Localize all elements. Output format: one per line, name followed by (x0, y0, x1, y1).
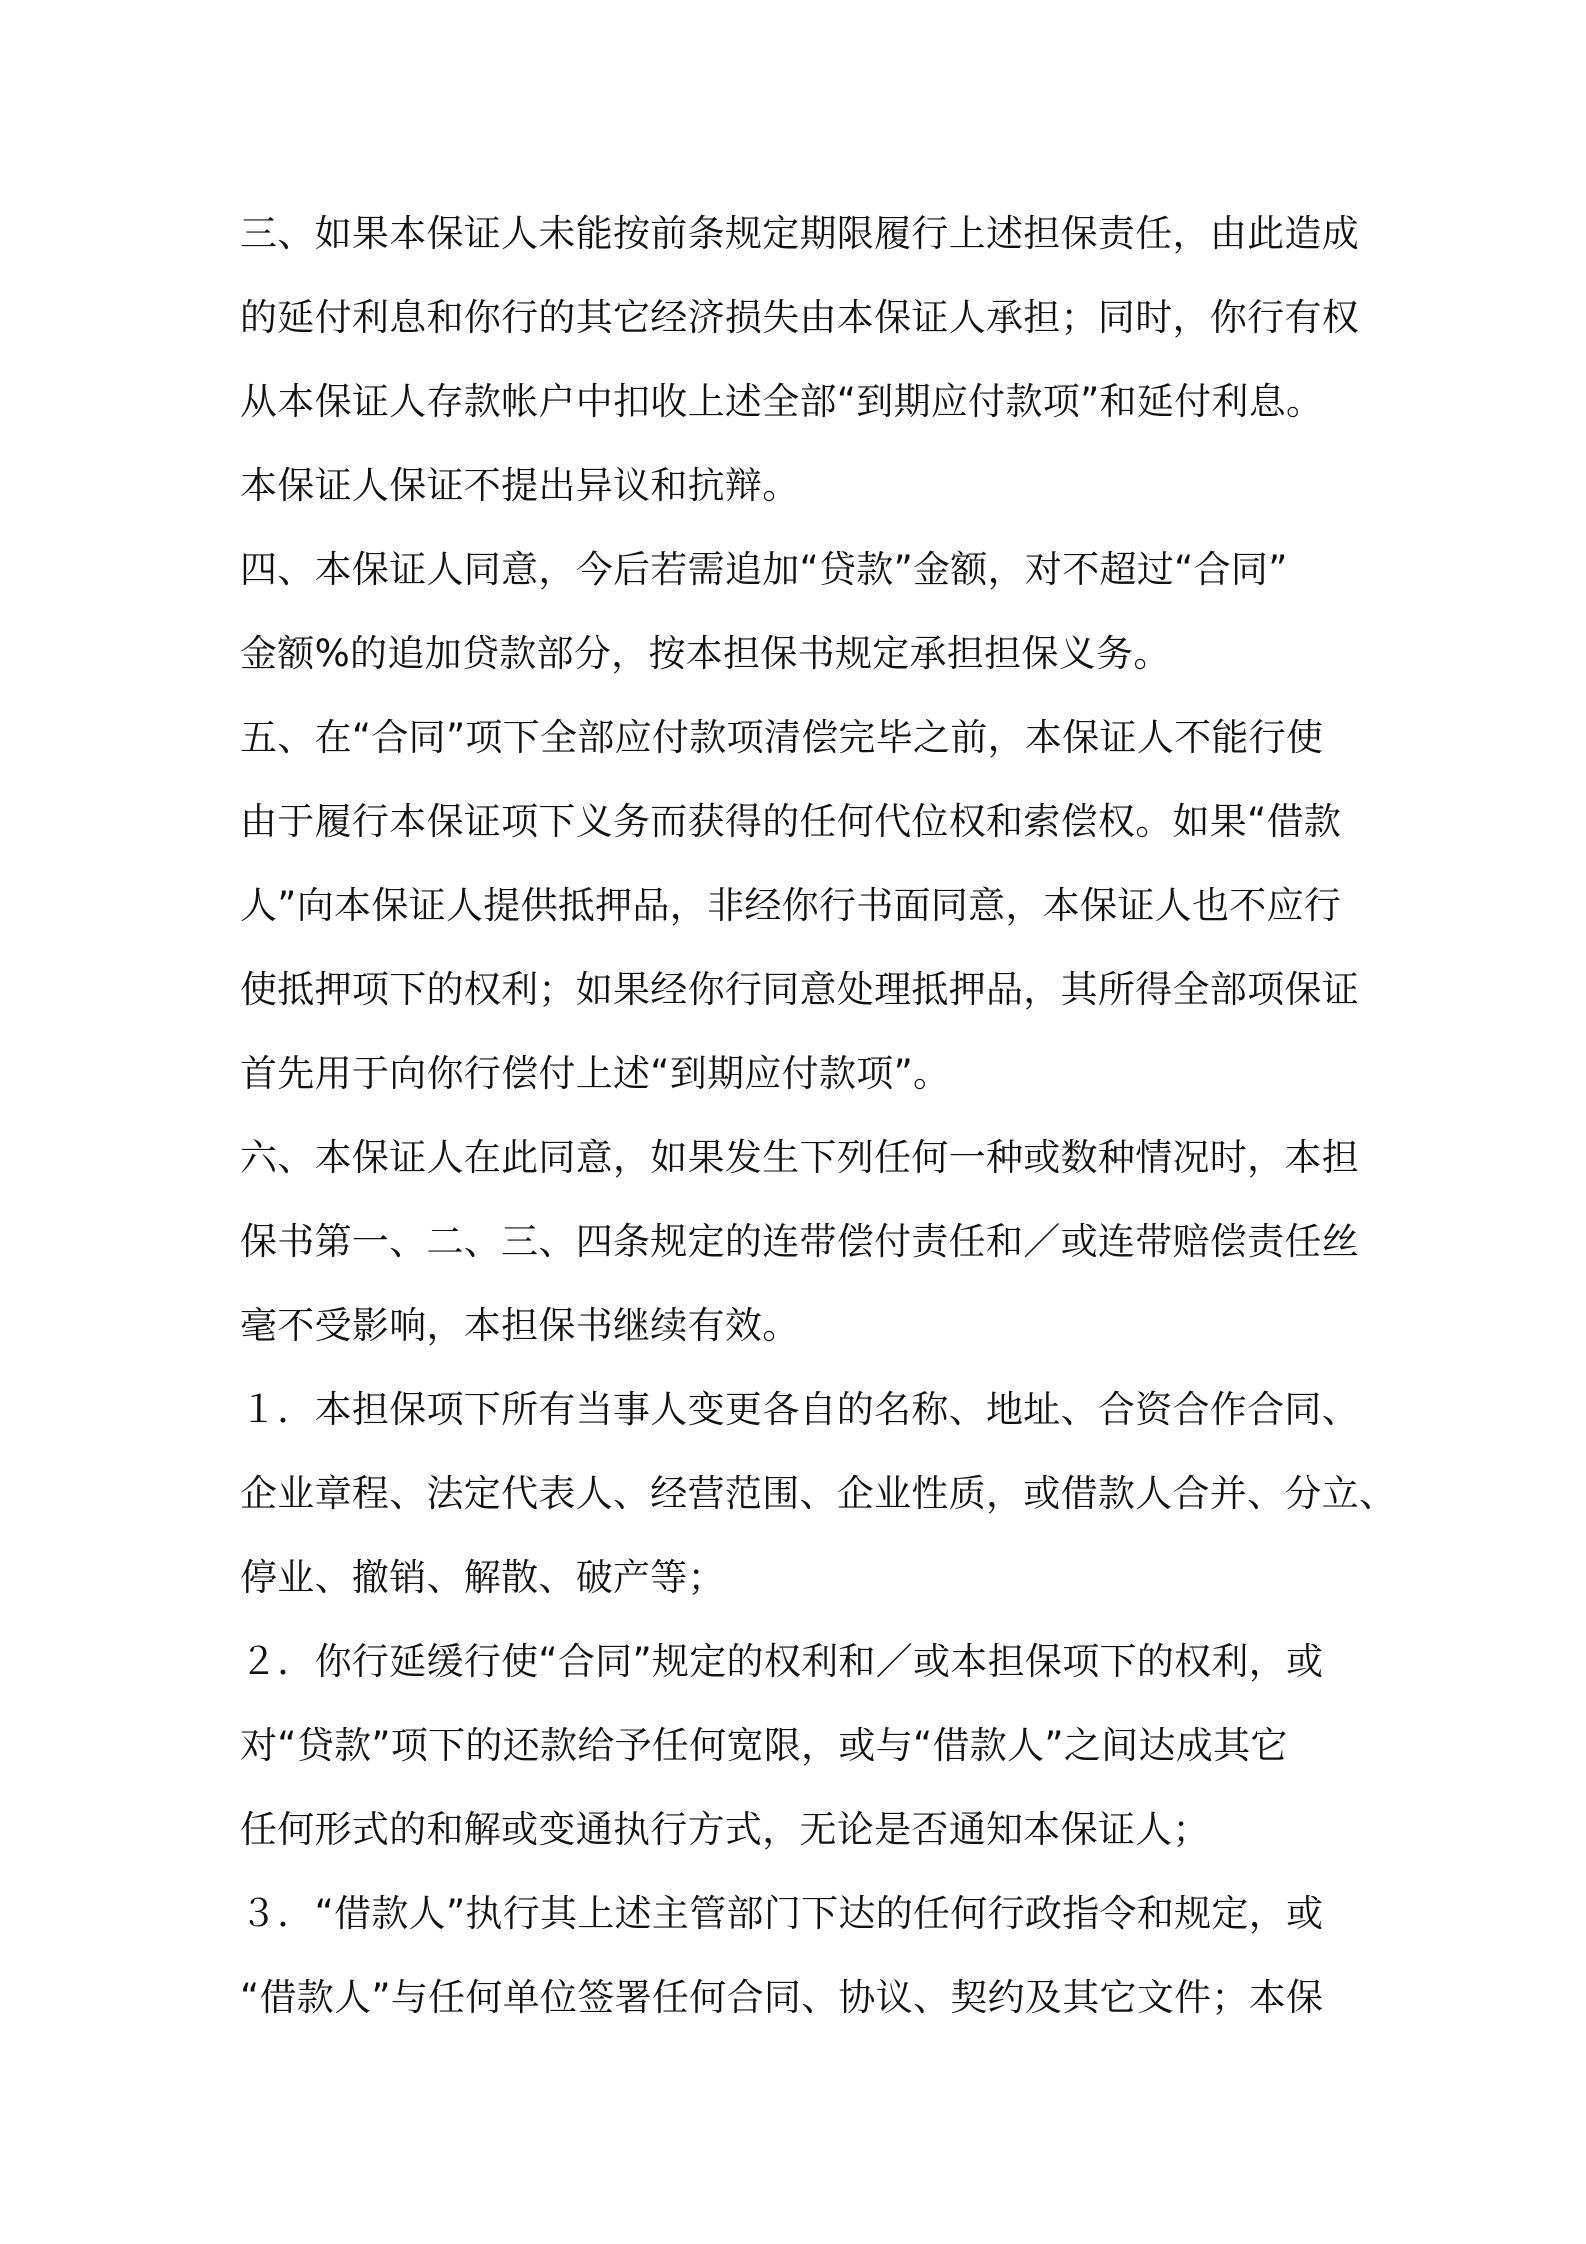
text-line: 保书第一、二、三、四条规定的连带偿付责任和／或连带赔偿责任丝 (240, 1220, 1359, 1263)
text-line: 五、在“合同”项下全部应付款项清偿完毕之前，本保证人不能行使 (240, 716, 1324, 759)
text-line: 毫不受影响，本担保书继续有效。 (240, 1304, 800, 1347)
document-body (240, 192, 1397, 2040)
text-line: 企业章程、法定代表人、经营范围、企业性质，或借款人合并、分立、 (240, 1472, 1397, 1515)
text-line: １．本担保项下所有当事人变更各自的名称、地址、合资合作合同、 (240, 1388, 1359, 1431)
text-line: 金额%的追加贷款部分，按本担保书规定承担担保义务。 (240, 632, 1171, 675)
text-line: 由于履行本保证项下义务而获得的任何代位权和索偿权。如果“借款 (240, 800, 1342, 843)
text-line: ２．你行延缓行使“合同”规定的权利和／或本担保项下的权利，或 (240, 1640, 1324, 1683)
text-line: 从本保证人存款帐户中扣收上述全部“到期应付款项”和延付利息。 (240, 380, 1324, 423)
text-line: 六、本保证人在此同意，如果发生下列任何一种或数种情况时，本担 (240, 1136, 1359, 1179)
text-line: 任何形式的和解或变通执行方式，无论是否通知本保证人； (240, 1808, 1210, 1851)
text-line: 本保证人保证不提出异议和抗辩。 (240, 464, 800, 507)
text-line: 的延付利息和你行的其它经济损失由本保证人承担；同时，你行有权 (240, 296, 1359, 339)
text-line: 三、如果本保证人未能按前条规定期限履行上述担保责任，由此造成 (240, 212, 1359, 255)
text-line: 使抵押项下的权利；如果经你行同意处理抵押品，其所得全部项保证 (240, 968, 1359, 1011)
text-line: 对“贷款”项下的还款给予任何宽限，或与“借款人”之间达成其它 (240, 1724, 1288, 1767)
text-line: 四、本保证人同意，今后若需追加“贷款”金额，对不超过“合同” (240, 548, 1288, 591)
text-line: “借款人”与任何单位签署任何合同、协议、契约及其它文件；本保 (240, 1976, 1324, 2019)
text-line: 停业、撤销、解散、破产等； (240, 1556, 725, 1599)
text-line: ３．“借款人”执行其上述主管部门下达的任何行政指令和规定，或 (240, 1892, 1324, 1935)
text-line: 人”向本保证人提供抵押品，非经你行书面同意，本保证人也不应行 (240, 884, 1342, 927)
text-line: 首先用于向你行偿付上述“到期应付款项”。 (240, 1052, 951, 1095)
